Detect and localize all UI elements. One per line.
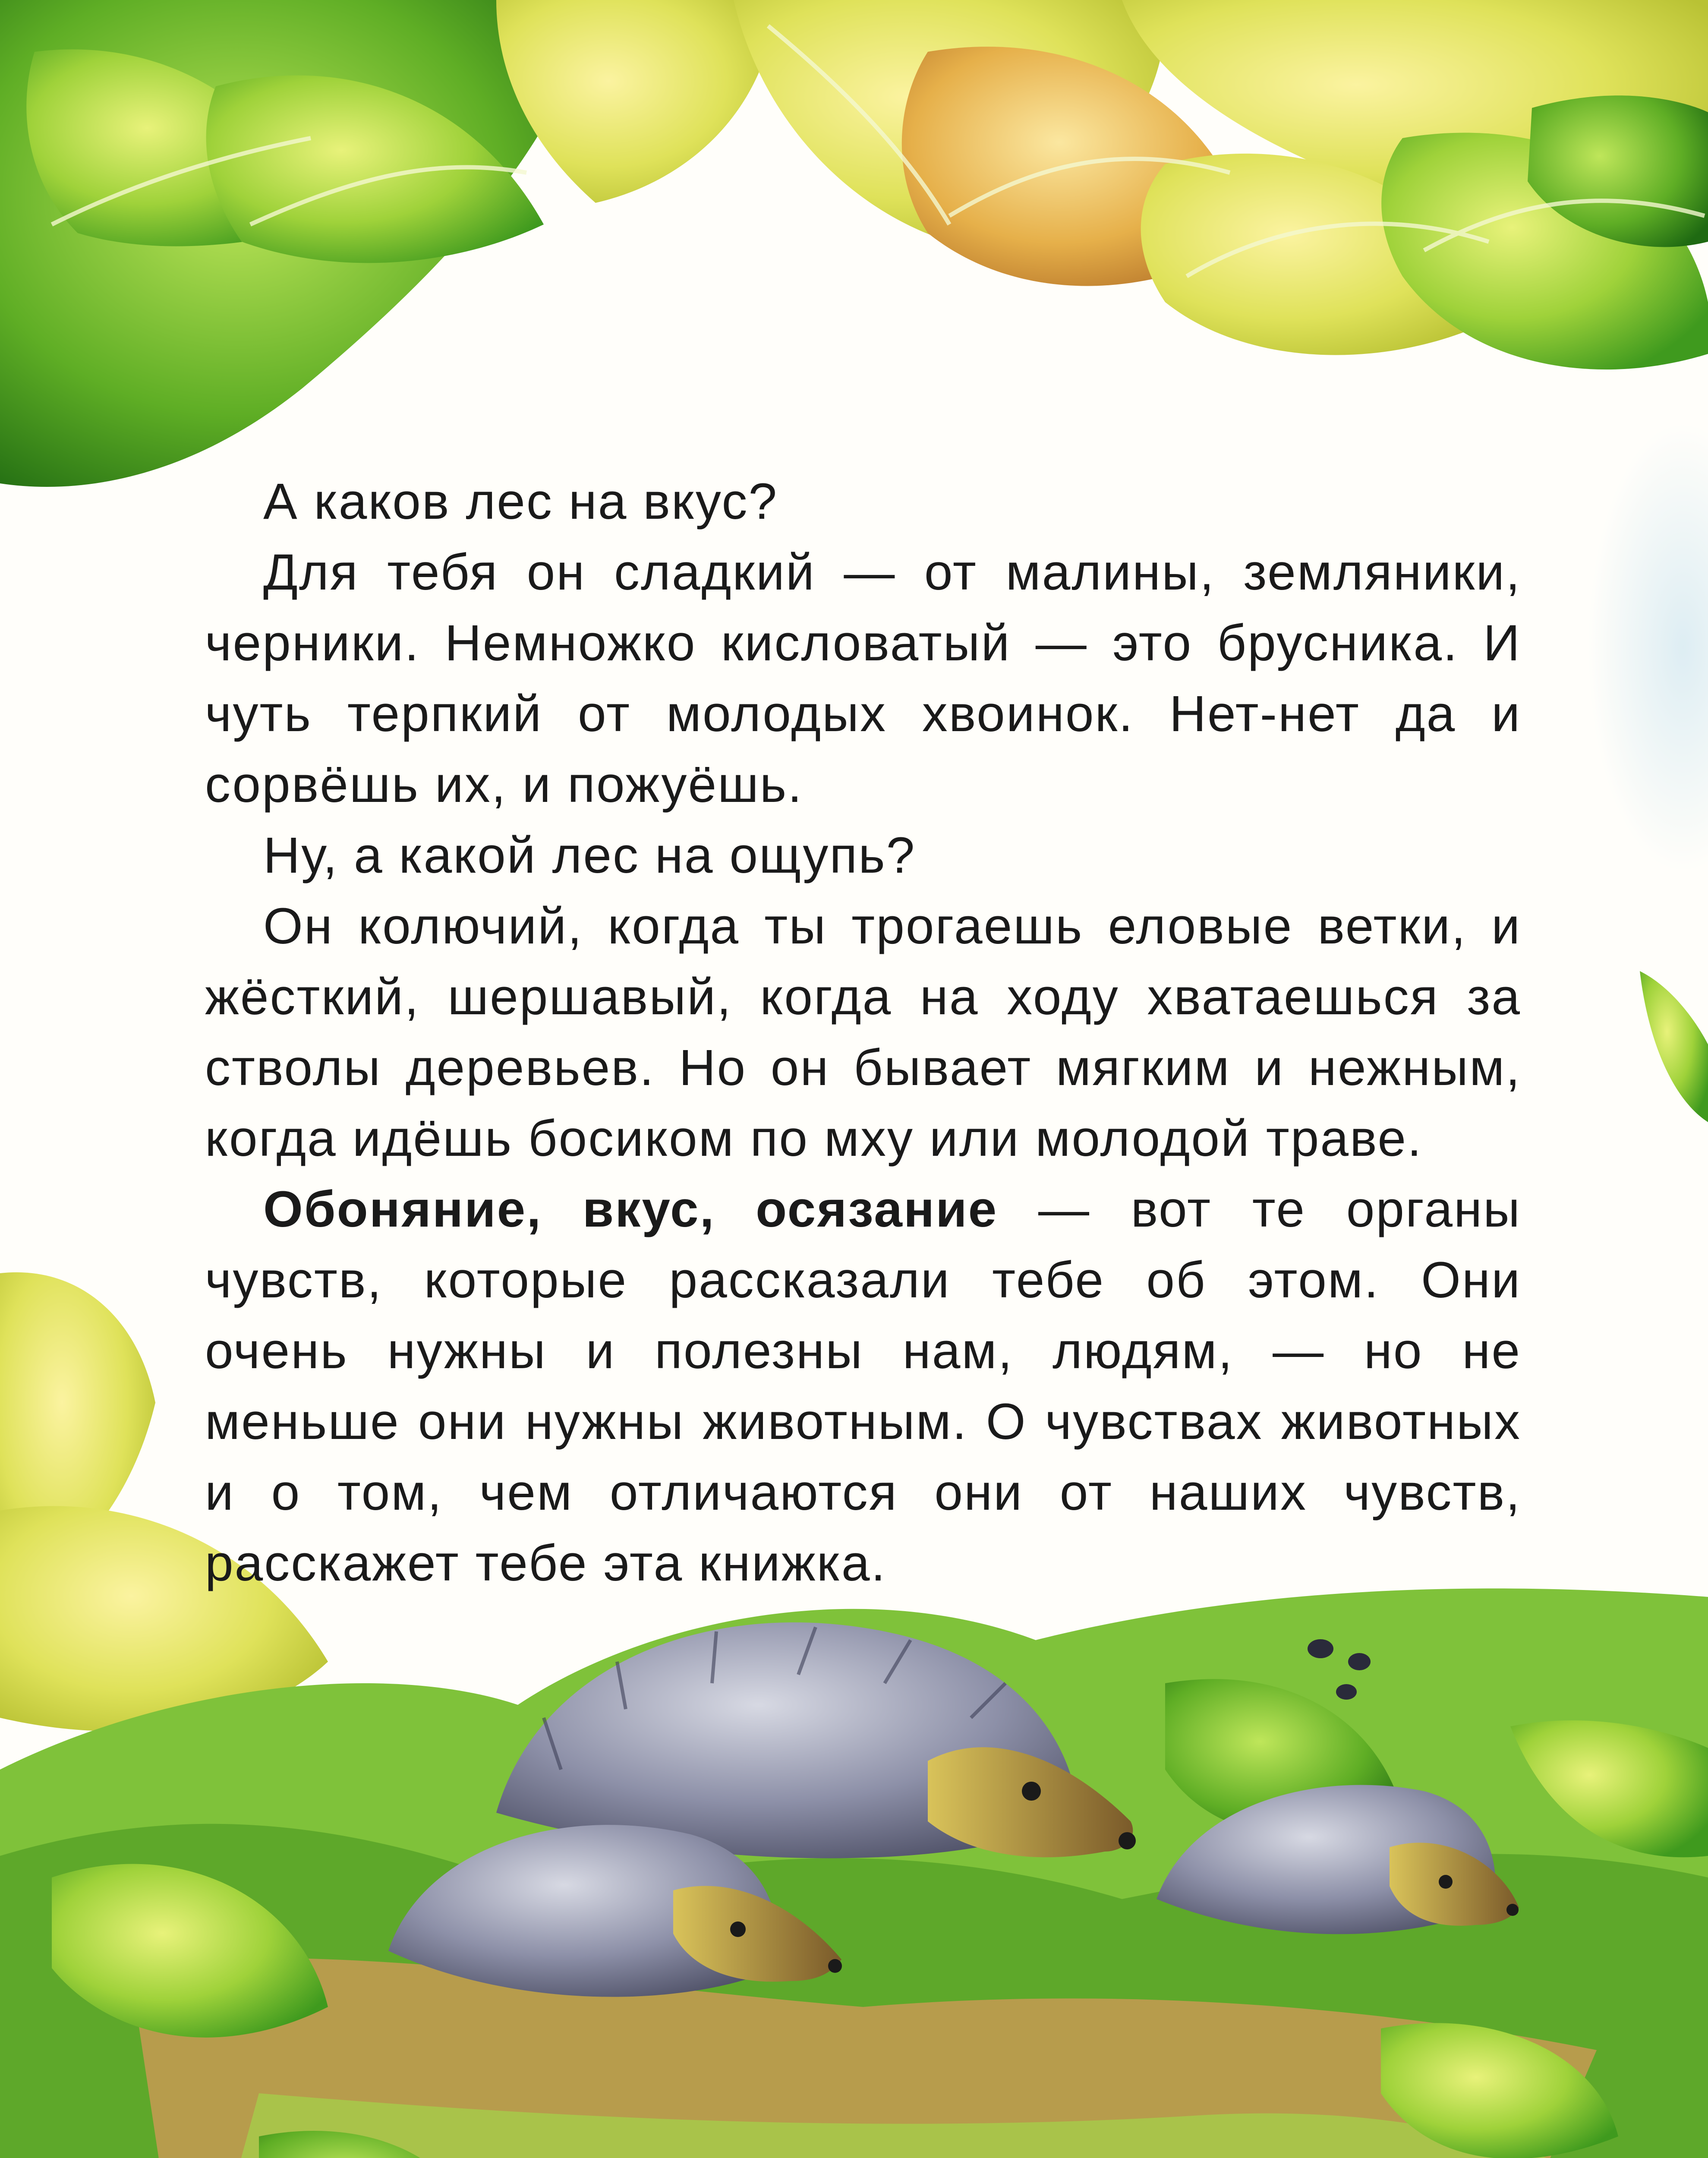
paragraph: Ну, а какой лес на ощупь? (263, 827, 916, 884)
paragraph (205, 1174, 1521, 1599)
paragraph: А каков лес на вкус? (263, 473, 778, 530)
leaf (1640, 971, 1708, 1122)
top-leaves (0, 0, 1708, 487)
paragraph: Для тебя он сладкий — от малины, земляники, черники. Немножко кисловатый — это брусника. И чуть терпкий от молодых хвоинок. Нет-нет да и сорвёшь их, и пожуёшь. (205, 544, 1521, 813)
paragraph-text: — вот те органы чувств, которые рассказали тебе об этом. Они очень нужны и полезны нам, людям, — но не меньше они нужны животным. О чувствах животных и о том, чем отличаются они от наших чувств, расскажет тебе эта книжка. (205, 1181, 1521, 1592)
leaf (496, 0, 777, 203)
paragraph: Он колючий, когда ты трогаешь еловые ветки, и жёсткий, шершавый, когда на ходу хватаешься за стволы деревьев. Но он бывает мягким и нежным, когда идёшь босиком по мху или молодой траве. (205, 898, 1521, 1167)
bold-term: Обоняние, вкус, осязание (263, 1181, 998, 1238)
watercolor-wash (1588, 423, 1708, 872)
story-text (205, 466, 1521, 1599)
